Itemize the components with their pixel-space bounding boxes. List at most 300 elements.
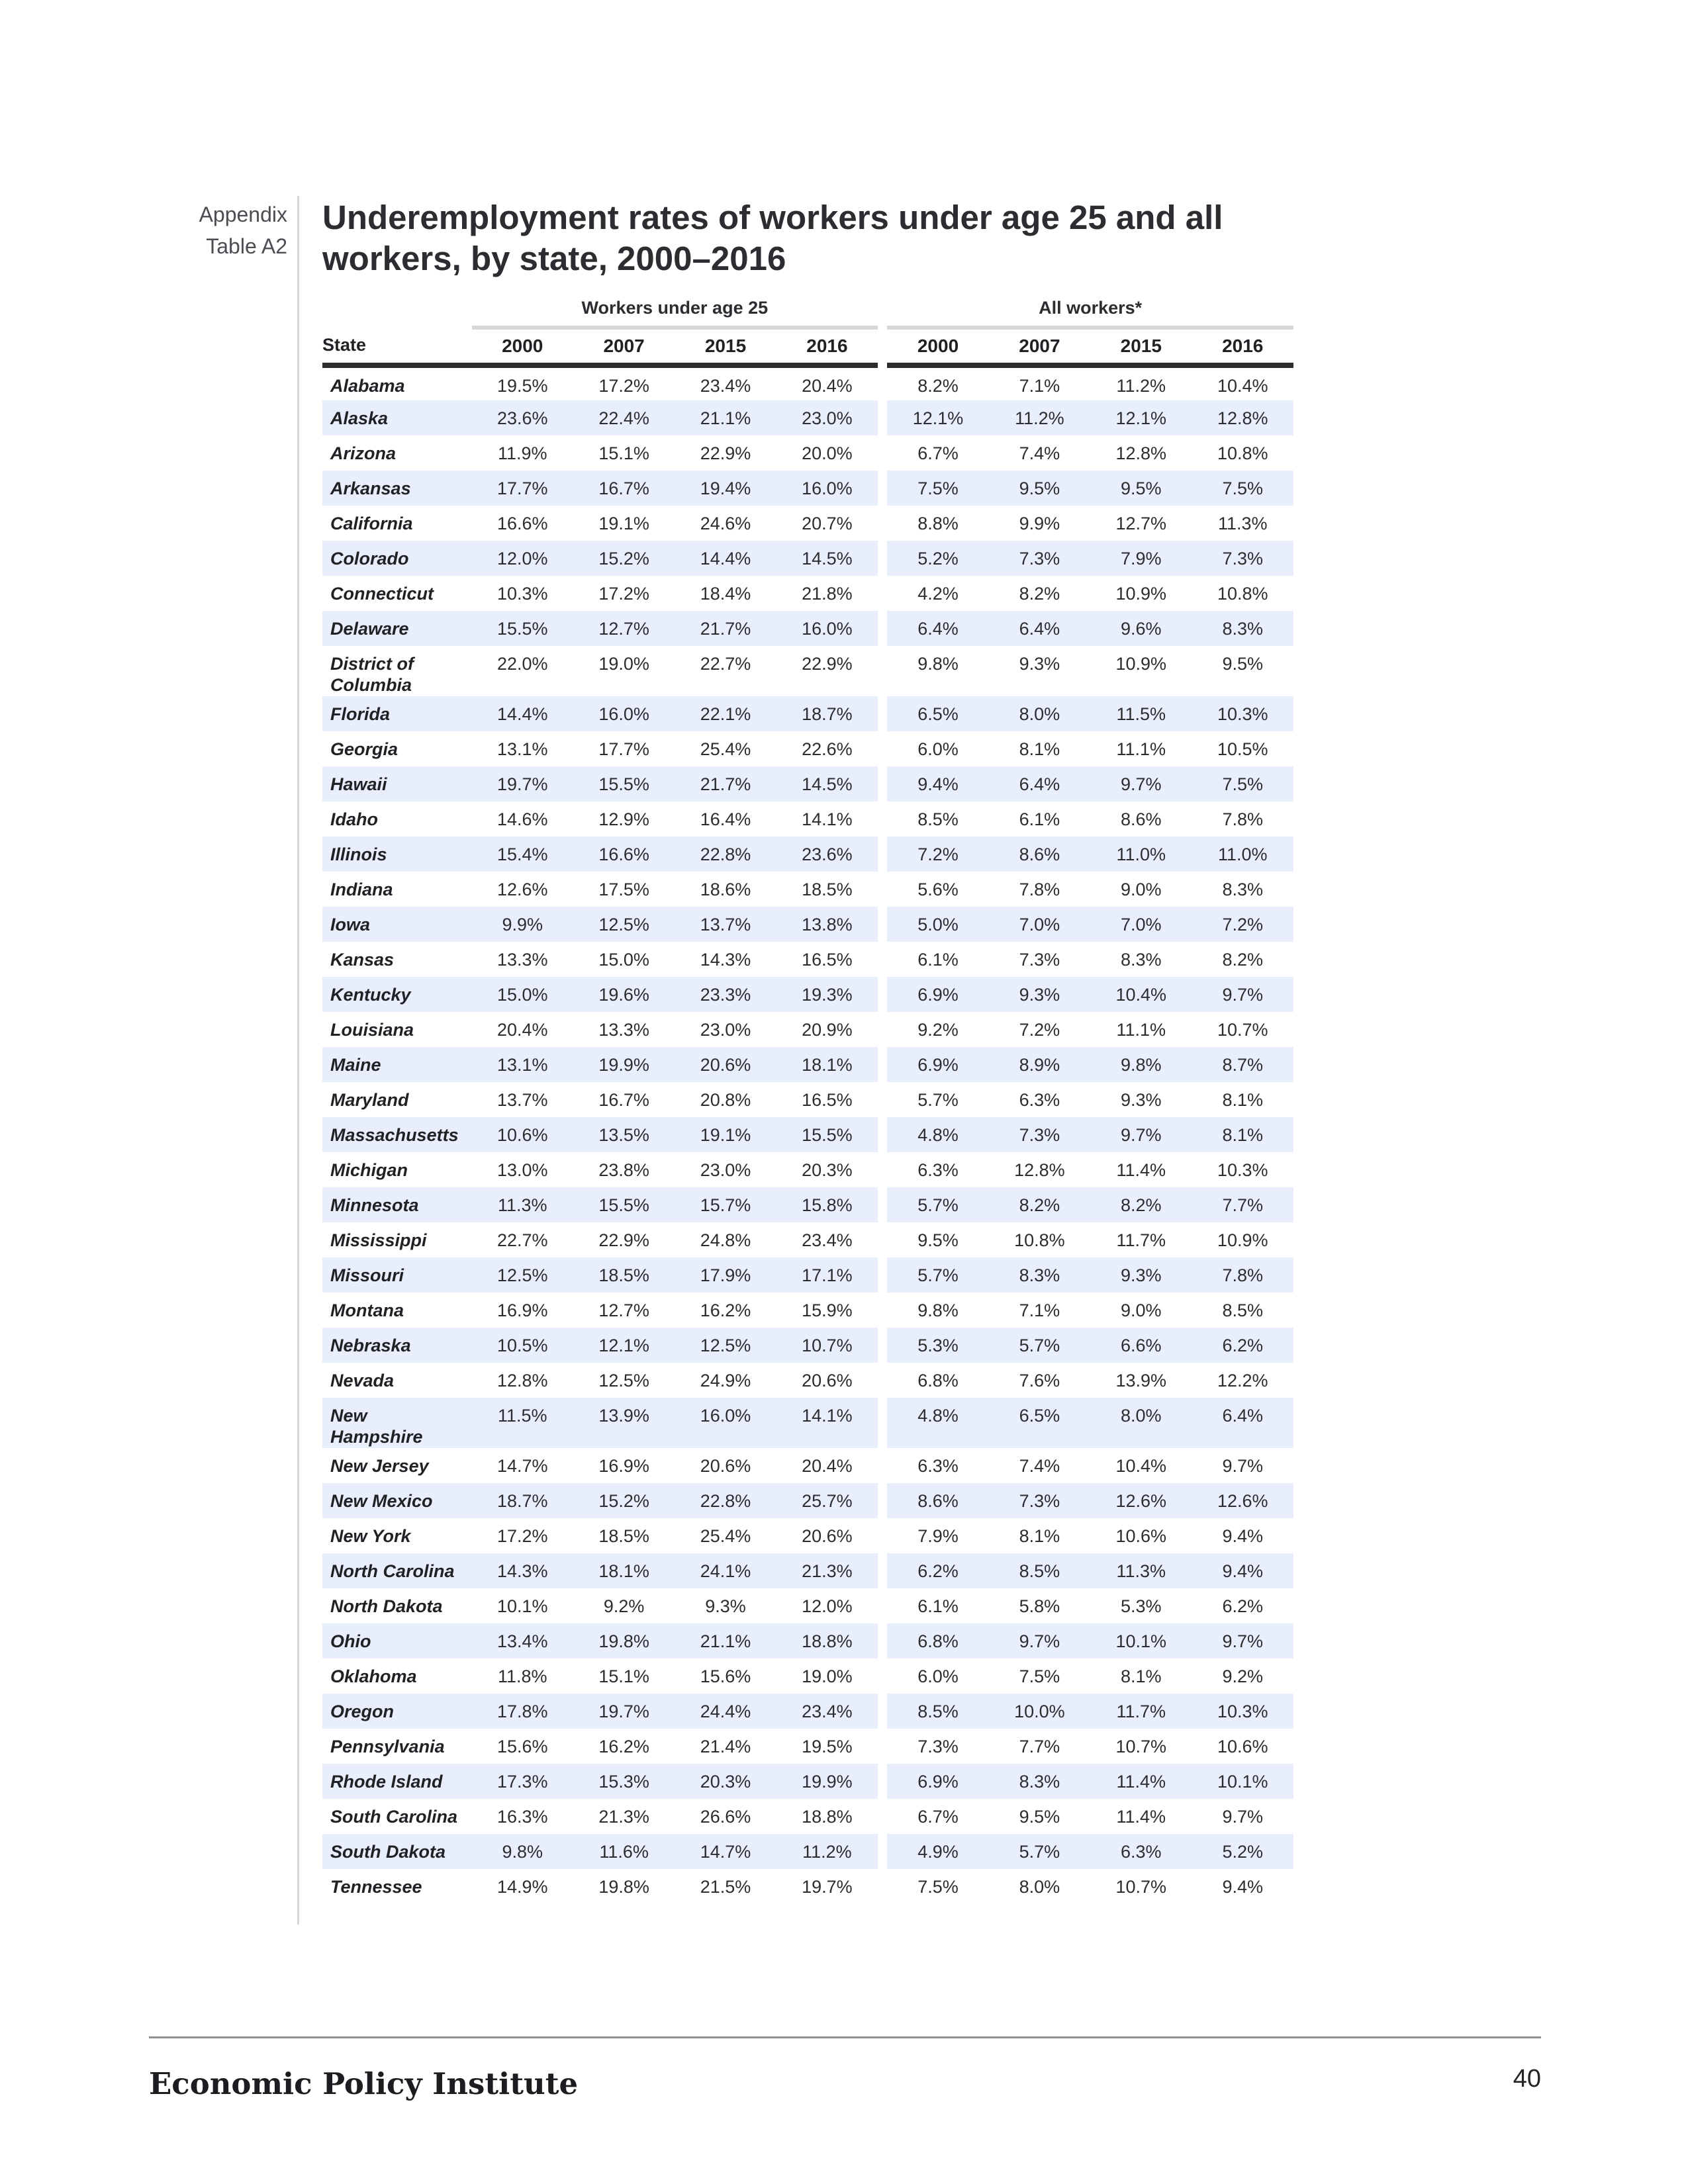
value-cell-under-25: 14.4% (675, 541, 776, 576)
value-cell-all-workers: 8.3% (989, 1764, 1090, 1799)
value-cell-under-25: 21.1% (675, 1623, 776, 1659)
value-cell-under-25: 15.6% (700, 1666, 751, 1686)
value-cell-all-workers: 8.3% (1192, 611, 1293, 646)
value-cell-under-25: 18.5% (598, 1526, 649, 1546)
value-cell-all-workers: 4.9% (887, 1834, 988, 1869)
value-cell-all-workers: 12.1% (1090, 400, 1192, 435)
value-cell-under-25: 10.3% (496, 584, 548, 604)
value-cell-under-25: 22.9% (700, 443, 751, 463)
column-gap (878, 1012, 887, 1047)
value-cell-all-workers: 7.4% (1019, 1456, 1060, 1476)
value-cell-under-25: 23.0% (700, 1160, 751, 1180)
value-cell-under-25: 14.1% (802, 809, 853, 829)
state-cell: Florida (322, 696, 472, 731)
value-cell-under-25: 17.3% (472, 1764, 573, 1799)
table-row (322, 1222, 1293, 1257)
column-gap (878, 1293, 887, 1328)
column-gap (878, 1448, 887, 1483)
state-cell: Missouri (322, 1257, 472, 1293)
value-cell-all-workers: 9.2% (1222, 1666, 1264, 1686)
value-cell-all-workers: 5.6% (917, 880, 959, 899)
column-gap (878, 400, 887, 435)
value-cell-all-workers: 10.7% (1217, 1020, 1268, 1040)
value-cell-under-25: 20.6% (802, 1371, 853, 1390)
column-gap (878, 471, 887, 506)
value-cell-under-25: 23.6% (776, 837, 878, 872)
value-cell-all-workers: 8.5% (1222, 1300, 1264, 1320)
footer-divider (149, 2036, 1541, 2038)
value-cell-all-workers: 7.5% (1019, 1666, 1060, 1686)
page-number: 40 (1513, 2065, 1541, 2093)
column-header-year: 2000 (887, 328, 988, 365)
value-cell-all-workers: 6.2% (887, 1553, 988, 1588)
table-row (322, 907, 1293, 942)
value-cell-all-workers: 9.8% (917, 654, 959, 674)
value-cell-under-25: 12.5% (472, 1257, 573, 1293)
value-cell-all-workers: 10.6% (1115, 1526, 1167, 1546)
value-cell-all-workers: 12.2% (1217, 1371, 1268, 1390)
table-row (322, 1012, 1293, 1047)
value-cell-all-workers: 9.7% (1192, 977, 1293, 1012)
state-cell: Nevada (330, 1371, 395, 1390)
value-cell-under-25: 15.8% (776, 1187, 878, 1222)
value-cell-under-25: 18.6% (700, 880, 751, 899)
state-cell: Mississippi (330, 1230, 427, 1250)
state-cell: Maine (322, 1047, 472, 1082)
value-cell-under-25: 15.5% (472, 611, 573, 646)
value-cell-under-25: 24.9% (700, 1371, 751, 1390)
value-cell-under-25: 20.7% (802, 514, 853, 533)
state-cell: Alaska (322, 400, 472, 435)
column-gap (878, 1659, 887, 1694)
value-cell-all-workers: 6.6% (1090, 1328, 1192, 1363)
value-cell-under-25: 22.8% (675, 837, 776, 872)
state-cell: Kansas (330, 950, 395, 970)
table-row (322, 801, 1293, 837)
value-cell-under-25: 19.7% (573, 1694, 675, 1729)
value-cell-under-25: 11.5% (472, 1398, 573, 1448)
value-cell-all-workers: 9.9% (1019, 514, 1060, 533)
value-cell-all-workers: 5.7% (887, 1257, 988, 1293)
value-cell-under-25: 16.2% (598, 1737, 649, 1756)
value-cell-under-25: 20.8% (700, 1090, 751, 1110)
table-row (322, 1729, 1293, 1764)
table-row (322, 1799, 1293, 1834)
table-row (322, 1448, 1293, 1483)
value-cell-all-workers: 10.7% (1115, 1877, 1167, 1897)
value-cell-under-25: 25.7% (776, 1483, 878, 1518)
value-cell-under-25: 14.4% (472, 696, 573, 731)
value-cell-under-25: 18.4% (700, 584, 751, 604)
value-cell-under-25: 17.9% (675, 1257, 776, 1293)
value-cell-under-25: 14.7% (496, 1456, 548, 1476)
value-cell-under-25: 13.4% (472, 1623, 573, 1659)
value-cell-under-25: 20.6% (700, 1456, 751, 1476)
state-cell: Oregon (322, 1694, 472, 1729)
value-cell-under-25: 20.0% (802, 443, 853, 463)
value-cell-under-25: 20.6% (802, 1526, 853, 1546)
table-row (322, 1047, 1293, 1082)
footer-organization: Economic Policy Institute (149, 2066, 579, 2101)
value-cell-all-workers: 9.5% (989, 471, 1090, 506)
value-cell-all-workers: 5.7% (887, 1187, 988, 1222)
value-cell-under-25: 16.0% (573, 696, 675, 731)
value-cell-under-25: 15.2% (573, 541, 675, 576)
column-gap (878, 1623, 887, 1659)
column-gap (878, 541, 887, 576)
value-cell-under-25: 12.8% (496, 1371, 548, 1390)
group-header-row (322, 298, 1293, 328)
table-row (322, 1293, 1293, 1328)
value-cell-all-workers: 9.8% (917, 1300, 959, 1320)
value-cell-under-25: 23.0% (700, 1020, 751, 1040)
table-row (322, 1623, 1293, 1659)
state-cell: South Dakota (322, 1834, 472, 1869)
value-cell-under-25: 15.5% (776, 1117, 878, 1152)
value-cell-all-workers: 6.9% (887, 1047, 988, 1082)
column-gap (878, 1694, 887, 1729)
value-cell-under-25: 20.9% (802, 1020, 853, 1040)
value-cell-all-workers: 12.6% (1090, 1483, 1192, 1518)
value-cell-all-workers: 8.3% (1121, 950, 1162, 970)
value-cell-all-workers: 5.7% (989, 1834, 1090, 1869)
value-cell-all-workers: 11.4% (1116, 1807, 1166, 1827)
value-cell-under-25: 10.5% (472, 1328, 573, 1363)
value-cell-under-25: 12.0% (472, 541, 573, 576)
value-cell-under-25: 20.3% (675, 1764, 776, 1799)
table-row (322, 1328, 1293, 1363)
value-cell-all-workers: 6.8% (917, 1371, 959, 1390)
column-header-year: 2015 (1090, 328, 1192, 365)
value-cell-under-25: 15.6% (496, 1737, 548, 1756)
value-cell-under-25: 22.1% (675, 696, 776, 731)
column-gap (878, 731, 887, 766)
state-cell: Georgia (330, 739, 399, 759)
value-cell-under-25: 15.1% (598, 1666, 649, 1686)
value-cell-all-workers: 8.5% (917, 809, 959, 829)
value-cell-under-25: 15.1% (598, 443, 649, 463)
column-gap (878, 506, 887, 541)
value-cell-under-25: 22.7% (496, 1230, 548, 1250)
value-cell-all-workers: 11.5% (1090, 696, 1192, 731)
value-cell-all-workers: 6.4% (1192, 1398, 1293, 1448)
value-cell-all-workers: 9.4% (1222, 1877, 1264, 1897)
value-cell-under-25: 16.0% (675, 1398, 776, 1448)
value-cell-all-workers: 9.0% (1121, 880, 1162, 899)
value-cell-all-workers: 8.2% (917, 376, 959, 396)
table-row (322, 1363, 1293, 1398)
value-cell-all-workers: 8.2% (989, 1187, 1090, 1222)
value-cell-all-workers: 8.0% (1090, 1398, 1192, 1448)
value-cell-all-workers: 6.1% (917, 1596, 959, 1616)
value-cell-all-workers: 6.3% (1019, 1090, 1060, 1110)
state-cell: Colorado (322, 541, 472, 576)
value-cell-under-25: 16.6% (496, 514, 548, 533)
value-cell-all-workers: 7.9% (917, 1526, 959, 1546)
value-cell-all-workers: 9.4% (1222, 1526, 1264, 1546)
group-header-gap (878, 298, 887, 328)
value-cell-all-workers: 11.7% (1116, 1230, 1166, 1250)
state-cell: Michigan (330, 1160, 408, 1180)
value-cell-under-25: 24.6% (700, 514, 751, 533)
value-cell-all-workers: 11.2% (989, 400, 1090, 435)
value-cell-under-25: 18.5% (573, 1257, 675, 1293)
value-cell-all-workers: 9.3% (1019, 654, 1060, 674)
table-row (322, 1398, 1293, 1448)
value-cell-all-workers: 9.5% (1019, 1807, 1060, 1827)
value-cell-all-workers: 5.7% (917, 1090, 959, 1110)
value-cell-all-workers: 8.9% (989, 1047, 1090, 1082)
value-cell-under-25: 18.5% (802, 880, 853, 899)
value-cell-all-workers: 7.2% (1192, 907, 1293, 942)
value-cell-all-workers: 6.1% (917, 950, 959, 970)
table-row (322, 471, 1293, 506)
value-cell-under-25: 15.2% (573, 1483, 675, 1518)
value-cell-under-25: 21.3% (598, 1807, 649, 1827)
table-row (322, 872, 1293, 907)
value-cell-under-25: 12.9% (598, 809, 649, 829)
column-gap (878, 696, 887, 731)
value-cell-under-25: 12.5% (675, 1328, 776, 1363)
value-cell-under-25: 16.4% (700, 809, 751, 829)
state-cell: Illinois (322, 837, 472, 872)
group-header-all-workers: All workers* (887, 298, 1293, 328)
value-cell-all-workers: 6.3% (917, 1160, 959, 1180)
value-cell-under-25: 15.5% (573, 766, 675, 801)
value-cell-all-workers: 12.8% (1014, 1160, 1065, 1180)
value-cell-under-25: 17.7% (598, 739, 649, 759)
value-cell-under-25: 17.2% (598, 376, 649, 396)
value-cell-under-25: 16.2% (700, 1300, 751, 1320)
value-cell-all-workers: 9.2% (917, 1020, 959, 1040)
table-row (322, 1588, 1293, 1623)
value-cell-under-25: 23.6% (472, 400, 573, 435)
value-cell-under-25: 16.5% (802, 950, 853, 970)
table-row (322, 766, 1293, 801)
state-cell: Oklahoma (330, 1666, 417, 1686)
value-cell-under-25: 21.8% (802, 584, 853, 604)
value-cell-all-workers: 10.9% (1217, 1230, 1268, 1250)
value-cell-under-25: 12.7% (598, 1300, 649, 1320)
value-cell-all-workers: 7.4% (1019, 443, 1060, 463)
value-cell-all-workers: 7.3% (1192, 541, 1293, 576)
value-cell-all-workers: 10.4% (1217, 376, 1268, 396)
value-cell-under-25: 19.6% (573, 977, 675, 1012)
value-cell-under-25: 21.5% (700, 1877, 751, 1897)
value-cell-all-workers: 7.2% (1019, 1020, 1060, 1040)
value-cell-all-workers: 7.8% (1222, 809, 1264, 829)
table-row (322, 731, 1293, 766)
value-cell-all-workers: 7.2% (887, 837, 988, 872)
value-cell-under-25: 13.9% (573, 1398, 675, 1448)
value-cell-under-25: 13.0% (496, 1160, 548, 1180)
value-cell-under-25: 20.4% (496, 1020, 548, 1040)
value-cell-all-workers: 10.8% (1014, 1230, 1065, 1250)
value-cell-under-25: 12.1% (573, 1328, 675, 1363)
state-cell: Tennessee (330, 1877, 422, 1897)
column-gap (878, 1398, 887, 1448)
value-cell-all-workers: 5.0% (887, 907, 988, 942)
value-cell-all-workers: 7.8% (1019, 880, 1060, 899)
table-row (322, 611, 1293, 646)
table-row (322, 1764, 1293, 1799)
value-cell-all-workers: 6.2% (1222, 1596, 1264, 1616)
value-cell-all-workers: 8.1% (1019, 1526, 1060, 1546)
value-cell-under-25: 12.0% (802, 1596, 853, 1616)
state-cell: New Mexico (322, 1483, 472, 1518)
value-cell-all-workers: 9.5% (917, 1230, 959, 1250)
value-cell-under-25: 25.4% (700, 1526, 751, 1546)
column-gap (878, 576, 887, 611)
value-cell-all-workers: 10.6% (1217, 1737, 1268, 1756)
value-cell-all-workers: 7.3% (989, 1483, 1090, 1518)
state-cell: Kentucky (322, 977, 472, 1012)
value-cell-all-workers: 8.0% (989, 696, 1090, 731)
value-cell-under-25: 14.1% (776, 1398, 878, 1448)
value-cell-all-workers: 9.5% (1090, 471, 1192, 506)
value-cell-all-workers: 10.7% (1115, 1737, 1167, 1756)
value-cell-under-25: 21.3% (776, 1553, 878, 1588)
table-row (322, 646, 1293, 696)
value-cell-all-workers: 6.3% (917, 1456, 959, 1476)
state-cell: South Carolina (330, 1807, 458, 1827)
table-title: Underemployment rates of workers under age 25 and all workers, by state, 2000–2016 (322, 199, 1223, 277)
value-cell-under-25: 12.6% (496, 880, 548, 899)
value-cell-all-workers: 9.0% (1121, 1300, 1162, 1320)
value-cell-all-workers: 7.3% (989, 1117, 1090, 1152)
value-cell-all-workers: 6.5% (887, 696, 988, 731)
value-cell-under-25: 18.7% (472, 1483, 573, 1518)
value-cell-all-workers: 9.7% (989, 1623, 1090, 1659)
value-cell-under-25: 17.5% (598, 880, 649, 899)
value-cell-under-25: 24.4% (675, 1694, 776, 1729)
value-cell-under-25: 18.1% (573, 1553, 675, 1588)
value-cell-under-25: 13.1% (472, 1047, 573, 1082)
value-cell-all-workers: 6.8% (887, 1623, 988, 1659)
value-cell-under-25: 18.1% (776, 1047, 878, 1082)
value-cell-under-25: 17.1% (776, 1257, 878, 1293)
column-gap (878, 1799, 887, 1834)
value-cell-under-25: 14.5% (776, 766, 878, 801)
value-cell-all-workers: 6.4% (989, 611, 1090, 646)
value-cell-under-25: 10.7% (776, 1328, 878, 1363)
value-cell-all-workers: 8.1% (1222, 1090, 1264, 1110)
value-cell-all-workers: 7.1% (1019, 376, 1060, 396)
value-cell-all-workers: 6.0% (917, 739, 959, 759)
state-cell: California (330, 514, 413, 533)
value-cell-under-25: 19.5% (496, 376, 548, 396)
value-cell-under-25: 25.4% (700, 739, 751, 759)
value-cell-all-workers: 5.8% (1019, 1596, 1060, 1616)
column-gap (878, 435, 887, 471)
column-gap (878, 1764, 887, 1799)
value-cell-all-workers: 8.1% (1121, 1666, 1162, 1686)
data-table (322, 298, 1293, 1904)
column-header-year: 2000 (472, 328, 573, 365)
value-cell-all-workers: 9.4% (887, 766, 988, 801)
value-cell-under-25: 11.9% (497, 443, 547, 463)
value-cell-under-25: 19.7% (802, 1877, 853, 1897)
state-cell: Minnesota (322, 1187, 472, 1222)
value-cell-all-workers: 6.9% (887, 1764, 988, 1799)
value-cell-all-workers: 12.1% (887, 400, 988, 435)
value-cell-all-workers: 7.1% (1019, 1300, 1060, 1320)
column-header-year: 2007 (989, 328, 1090, 365)
value-cell-under-25: 21.7% (675, 766, 776, 801)
table-row (322, 1518, 1293, 1553)
table-row (322, 400, 1293, 435)
state-cell: Delaware (322, 611, 472, 646)
value-cell-under-25: 15.4% (472, 837, 573, 872)
value-cell-under-25: 16.0% (776, 611, 878, 646)
value-cell-all-workers: 10.3% (1217, 1160, 1268, 1180)
value-cell-all-workers: 6.3% (1090, 1834, 1192, 1869)
column-header-year: 2016 (1192, 328, 1293, 365)
column-header-gap (878, 328, 887, 365)
state-cell: Connecticut (330, 584, 434, 604)
table-row (322, 1553, 1293, 1588)
value-cell-all-workers: 5.2% (887, 541, 988, 576)
value-cell-all-workers: 8.6% (887, 1483, 988, 1518)
value-cell-all-workers: 6.1% (1019, 809, 1060, 829)
value-cell-under-25: 14.5% (776, 541, 878, 576)
value-cell-under-25: 17.7% (472, 471, 573, 506)
table-label (165, 199, 287, 262)
value-cell-under-25: 11.8% (497, 1666, 547, 1686)
value-cell-under-25: 23.8% (598, 1160, 649, 1180)
value-cell-under-25: 19.0% (802, 1666, 853, 1686)
table-row (322, 1659, 1293, 1694)
vertical-divider (297, 196, 299, 1925)
value-cell-under-25: 13.3% (496, 950, 548, 970)
value-cell-all-workers: 10.9% (1115, 654, 1167, 674)
value-cell-under-25: 14.3% (472, 1553, 573, 1588)
column-gap (878, 837, 887, 872)
value-cell-under-25: 18.8% (776, 1623, 878, 1659)
value-cell-all-workers: 6.9% (887, 977, 988, 1012)
value-cell-all-workers: 9.7% (1090, 1117, 1192, 1152)
value-cell-under-25: 13.7% (496, 1090, 548, 1110)
value-cell-all-workers: 8.2% (1090, 1187, 1192, 1222)
table-row (322, 1834, 1293, 1869)
value-cell-all-workers: 7.0% (989, 907, 1090, 942)
value-cell-under-25: 24.1% (675, 1553, 776, 1588)
value-cell-all-workers: 10.0% (989, 1694, 1090, 1729)
state-cell: Arkansas (322, 471, 472, 506)
value-cell-under-25: 23.4% (776, 1694, 878, 1729)
value-cell-all-workers: 10.1% (1192, 1764, 1293, 1799)
value-cell-all-workers: 9.3% (989, 977, 1090, 1012)
value-cell-all-workers: 11.1% (1116, 739, 1166, 759)
value-cell-all-workers: 9.8% (1090, 1047, 1192, 1082)
value-cell-all-workers: 11.0% (1090, 837, 1192, 872)
value-cell-under-25: 13.7% (675, 907, 776, 942)
value-cell-under-25: 15.9% (802, 1300, 853, 1320)
state-cell: Arizona (330, 443, 397, 463)
value-cell-under-25: 20.6% (675, 1047, 776, 1082)
value-cell-under-25: 15.0% (598, 950, 649, 970)
value-cell-under-25: 19.9% (776, 1764, 878, 1799)
value-cell-all-workers: 7.6% (1019, 1371, 1060, 1390)
value-cell-all-workers: 10.8% (1217, 443, 1268, 463)
value-cell-under-25: 12.7% (573, 611, 675, 646)
value-cell-all-workers: 5.3% (887, 1328, 988, 1363)
value-cell-under-25: 21.4% (700, 1737, 751, 1756)
value-cell-under-25: 19.5% (802, 1737, 853, 1756)
value-cell-all-workers: 8.0% (1019, 1877, 1060, 1897)
value-cell-under-25: 20.4% (802, 376, 853, 396)
table-row (322, 977, 1293, 1012)
